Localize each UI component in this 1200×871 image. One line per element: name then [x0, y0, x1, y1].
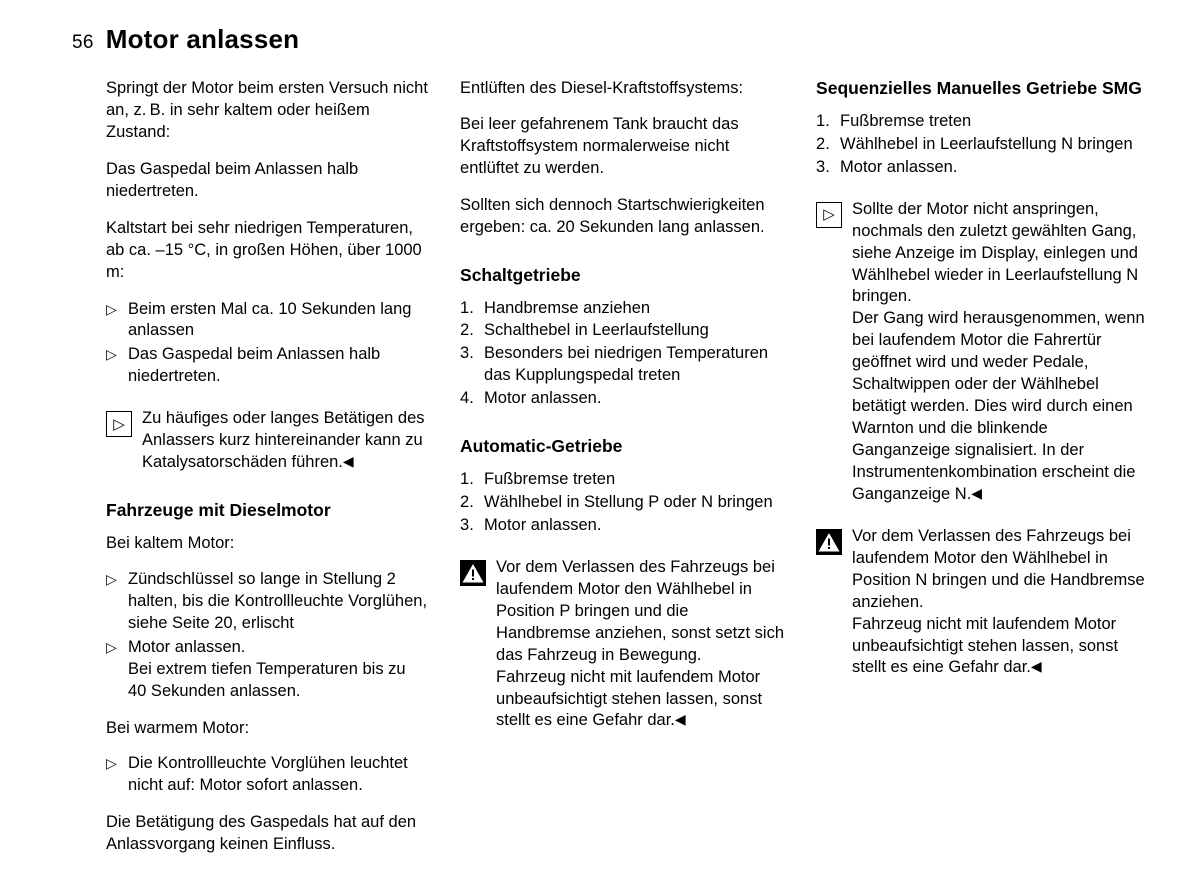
list-item-label: Motor anlassen. [840, 157, 958, 176]
section-title-diesel: Fahrzeuge mit Dieselmotor [106, 500, 331, 521]
list-item [816, 134, 1146, 156]
page-columns [106, 78, 1146, 871]
list-item-label: Besonders bei niedrigen Temperaturen das Kupplungspedal treten [484, 344, 769, 385]
list-item-label: Schalthebel in Leerlaufstellung [484, 321, 709, 340]
paragraph-accelerator-half: Das Gaspedal beim Anlassen halb niedertreten. [106, 159, 359, 200]
page-header [72, 24, 299, 55]
column-2 [460, 78, 784, 750]
warning-text-1: Vor dem Verlassen des Fahrzeugs bei laufendem Motor den Wählhebel in Position P bringen und die Handbremse anziehen, sonst setzt sich das Fahrzeug in Bewegung. [496, 557, 785, 664]
page-number: 56 [72, 32, 94, 53]
paragraph-bleeding-2: Sollten sich dennoch Startschwierigkeiten ergeben: ca. 20 Sekunden lang anlassen. [460, 195, 765, 236]
warning-text-2 [852, 614, 1146, 680]
list-item [460, 515, 784, 537]
warning-text-2-span: Fahrzeug nicht mit laufendem Motor unbeaufsichtigt stehen lassen, sonst stellt es eine Gefahr dar. [852, 614, 1119, 677]
section-title-manual-gearbox: Schaltgetriebe [460, 264, 581, 285]
note-box-smg [816, 199, 1146, 506]
list-manual-gearbox-steps [460, 298, 784, 411]
list-item-label: Das Gaspedal beim Anlassen halb niedertreten. [128, 345, 381, 386]
warning-triangle-icon [460, 560, 486, 586]
list-item [106, 637, 428, 703]
page-title: Motor anlassen [105, 24, 300, 54]
list-item [460, 320, 784, 342]
note-text-2-span: Der Gang wird herausgenommen, wenn bei laufendem Motor die Fahrertür geöffnet wird und weder Pedale, Schaltwippen oder der Wählhebel betätigt werden. Dies wird durch einen Warnton und die blinkende Ganganzeige signalisiert. In der Instrumentenkombination erscheint die Ganganzeige N. [852, 309, 1145, 503]
hand-pointer-note-icon: ▷ [106, 411, 132, 437]
note-box-starter [106, 408, 428, 474]
note-body [852, 199, 1146, 506]
list-item [460, 469, 784, 491]
paragraph-warm-engine: Bei warmem Motor: [106, 718, 250, 737]
list-item-label: Motor anlassen. [484, 389, 602, 408]
list-item-label: Die Kontrollleuchte Vorglühen leuchtet nicht auf: Motor sofort anlassen. [128, 754, 408, 795]
note-body [142, 408, 428, 474]
warning-box-automatic [460, 557, 784, 733]
list-item-label: Fußbremse treten [484, 470, 616, 489]
list-item-label: Handbremse anziehen [484, 298, 651, 317]
list-item-label: Motor anlassen. [484, 515, 602, 534]
list-item [460, 388, 784, 410]
note-text [142, 408, 428, 474]
list-item-label: Beim ersten Mal ca. 10 Sekunden lang anlassen [128, 299, 412, 340]
hand-pointer-note-icon: ▷ [816, 202, 842, 228]
warning-body [852, 526, 1146, 680]
list-item [816, 157, 1146, 179]
warning-box-smg [816, 526, 1146, 680]
note-end-marker: ◀ [971, 484, 983, 501]
column-3 [816, 78, 1146, 697]
list-item [460, 492, 784, 514]
paragraph-cold-engine: Bei kaltem Motor: [106, 533, 235, 552]
paragraph-cold-start-temps: Kaltstart bei sehr niedrigen Temperaturen, ab ca. –15 °C, in großen Höhen, über 1000 m: [106, 218, 422, 281]
paragraph-bleeding-title: Entlüften des Diesel-Kraftstoffsystems: [460, 79, 744, 97]
list-item [106, 299, 428, 343]
warning-text-2-span: Fahrzeug nicht mit laufendem Motor unbeaufsichtigt stehen lassen, sonst stellt es eine Gefahr dar. [496, 667, 763, 730]
warning-text-2 [496, 667, 784, 733]
list-item [460, 343, 784, 387]
paragraph-accelerator-no-effect: Die Betätigung des Gaspedals hat auf den Anlassvorgang keinen Einfluss. [106, 813, 417, 854]
warning-text-1: Vor dem Verlassen des Fahrzeugs bei laufendem Motor den Wählhebel in Position N bringen und die Handbremse anziehen. [852, 526, 1145, 611]
warning-end-marker: ◀ [1030, 658, 1042, 675]
note-text-1: Sollte der Motor nicht anspringen, nochmals den zuletzt gewählten Gang, siehe Anzeige im Display, einlegen und Wählhebel wieder in Leerlaufstellung N bringen. [852, 199, 1139, 306]
list-item-label: Fußbremse treten [840, 111, 972, 130]
list-item-label: Motor anlassen. [128, 637, 246, 656]
list-smg-steps [816, 111, 1146, 179]
warning-body [496, 557, 784, 733]
note-text-span: Zu häufiges oder langes Betätigen des Anlassers kurz hintereinander kann zu Katalysatorschäden führen. [142, 409, 425, 472]
list-item [816, 111, 1146, 133]
paragraph-bleeding-1: Bei leer gefahrenem Tank braucht das Kraftstoffsystem normalerweise nicht entlüftet zu werden. [460, 114, 739, 177]
list-item [460, 298, 784, 320]
note-text-2 [852, 308, 1146, 505]
section-title-automatic-gearbox: Automatic-Getriebe [460, 436, 623, 457]
warning-end-marker: ◀ [674, 711, 686, 728]
list-item-sublabel: Bei extrem tiefen Temperaturen bis zu 40 Sekunden anlassen. [128, 659, 406, 700]
list-cold-start-steps [106, 299, 428, 389]
note-end-marker: ◀ [342, 453, 354, 470]
list-item [106, 753, 428, 797]
column-1 [106, 78, 428, 871]
warning-triangle-icon [816, 529, 842, 555]
list-item-label: Wählhebel in Leerlaufstellung N bringen [840, 134, 1133, 153]
list-item-label: Zündschlüssel so lange in Stellung 2 halten, bis die Kontrollleuchte Vorglühen, siehe Seite 20, erlischt [128, 569, 428, 632]
section-title-smg: Sequenzielles Manuelles Getriebe SMG [816, 78, 1142, 98]
list-item [106, 344, 428, 388]
list-item-label: Wählhebel in Stellung P oder N bringen [484, 493, 773, 511]
paragraph-cold-start-intro: Springt der Motor beim ersten Versuch nicht an, z. B. in sehr kaltem oder heißem Zustand: [106, 79, 428, 141]
list-item [106, 569, 428, 635]
list-diesel-warm-steps [106, 753, 428, 797]
list-automatic-gearbox-steps [460, 469, 784, 537]
list-diesel-cold-steps [106, 569, 428, 703]
